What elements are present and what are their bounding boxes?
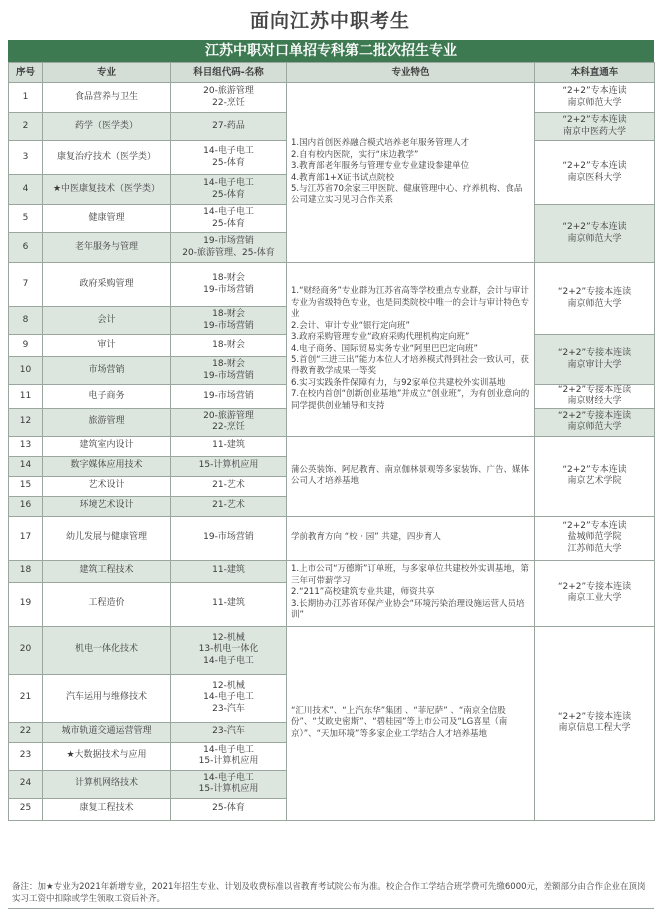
seq-cell: 22 [9, 722, 43, 742]
subject-cell: 21-艺术 [171, 496, 287, 516]
table-banner: 江苏中职对口单招专科第二批次招生专业 [8, 40, 654, 62]
subject-cell: 18-财会 [171, 335, 287, 357]
subject-cell: 19-市场营销 [171, 385, 287, 409]
major-cell: 电子商务 [43, 385, 171, 409]
major-cell: 环境艺术设计 [43, 496, 171, 516]
table-row [9, 626, 655, 674]
subject-cell: 25-体育 [171, 798, 287, 820]
major-cell: 工程造价 [43, 582, 171, 626]
major-cell: 政府采购管理 [43, 263, 171, 307]
subject-cell: 20-旅游管理 22-烹饪 [171, 408, 287, 436]
major-cell: 药学（医学类） [43, 113, 171, 141]
feature-cell: 蒲公英装饰、阿尼教育、南京伽林景观等多家装饰、广告、媒体公司人才培养基地 [287, 436, 535, 516]
feature-cell: 1.上市公司“万德斯”订单班，与多家单位共建校外实训基地，第三年可带薪学习 2.“211”高校建筑专业共建，师资共享 3.长期协办江苏省环保产业协会“环境污染治理设施运营人员培训” [287, 560, 535, 626]
seq-cell: 13 [9, 436, 43, 456]
subject-cell: 11-建筑 [171, 582, 287, 626]
subject-cell: 21-艺术 [171, 476, 287, 496]
seq-cell: 15 [9, 476, 43, 496]
major-cell: 审计 [43, 335, 171, 357]
direct-cell: “2+2”专本连读 南京医科大学 [535, 141, 655, 205]
header-feature: 专业特色 [287, 63, 535, 83]
direct-cell: “2+2”专本连读 南京艺术学院 [535, 436, 655, 516]
seq-cell: 17 [9, 516, 43, 560]
seq-cell: 23 [9, 742, 43, 770]
seq-cell: 11 [9, 385, 43, 409]
direct-cell: “2+2”专接本连读 南京工业大学 [535, 560, 655, 626]
major-cell: 计算机网络技术 [43, 770, 171, 798]
header-direct: 本科直通车 [535, 63, 655, 83]
major-cell: ★中医康复技术（医学类） [43, 175, 171, 205]
subject-cell: 14-电子电工 25-体育 [171, 141, 287, 175]
direct-cell: “2+2”专本连读 南京师范大学 [535, 83, 655, 113]
seq-cell: 3 [9, 141, 43, 175]
seq-cell: 1 [9, 83, 43, 113]
direct-cell: “2+2”专本连读 南京中医药大学 [535, 113, 655, 141]
direct-cell: “2+2”专接本连读 南京信息工程大学 [535, 626, 655, 820]
subject-cell: 11-建筑 [171, 560, 287, 582]
feature-cell: 1.国内首创医养融合模式培养老年服务管理人才 2.自有校内医院，实行“床边教学” 3.教育部老年服务与管理专业专业建设参建单位 4.教育部1+X证书试点院校 5.与江苏省70余家三甲医院、健康管理中心、疗养机构、食品公司建立实习见习合作关系 [287, 83, 535, 263]
major-cell: 旅游管理 [43, 408, 171, 436]
seq-cell: 25 [9, 798, 43, 820]
table-row [9, 436, 655, 456]
direct-cell: “2+2”专接本连读 南京师范大学 [535, 263, 655, 335]
feature-cell: “汇川技术”、“上汽东华”集团 、“菲尼萨” 、“南京全信股份”、“艾欧史密斯”、“碧桂园”等上市公司及“LG喜星（南京）”、“天加环境”等多家企业工学结合人才培养基地 [287, 626, 535, 820]
seq-cell: 7 [9, 263, 43, 307]
seq-cell: 8 [9, 307, 43, 335]
direct-cell: “2+2”专接本连读 南京师范大学 [535, 408, 655, 436]
seq-cell: 10 [9, 357, 43, 385]
major-cell: 康复工程技术 [43, 798, 171, 820]
major-cell: 老年服务与管理 [43, 233, 171, 263]
subject-cell: 11-建筑 [171, 436, 287, 456]
subject-cell: 20-旅游管理 22-烹饪 [171, 83, 287, 113]
feature-cell: 学前教育方向 “校 · 园” 共建，四步育人 [287, 516, 535, 560]
major-cell: 艺术设计 [43, 476, 171, 496]
major-cell: 城市轨道交通运营管理 [43, 722, 171, 742]
direct-cell: “2+2”专接本连读 南京审计大学 [535, 335, 655, 385]
seq-cell: 21 [9, 674, 43, 722]
subject-cell: 18-财会 19-市场营销 [171, 307, 287, 335]
seq-cell: 14 [9, 456, 43, 476]
table-row [9, 560, 655, 582]
subject-cell: 12-机械 14-电子电工 23-汽车 [171, 674, 287, 722]
major-cell: 幼儿发展与健康管理 [43, 516, 171, 560]
page-title: 面向江苏中职考生 [249, 10, 410, 32]
major-cell: 食品营养与卫生 [43, 83, 171, 113]
seq-cell: 16 [9, 496, 43, 516]
subject-cell: 15-计算机应用 [171, 456, 287, 476]
seq-cell: 12 [9, 408, 43, 436]
major-cell: 健康管理 [43, 205, 171, 233]
seq-cell: 18 [9, 560, 43, 582]
major-cell: 市场营销 [43, 357, 171, 385]
seq-cell: 20 [9, 626, 43, 674]
enrollment-table [8, 62, 655, 821]
seq-cell: 6 [9, 233, 43, 263]
subject-cell: 18-财会 19-市场营销 [171, 263, 287, 307]
header-major: 专业 [43, 63, 171, 83]
seq-cell: 9 [9, 335, 43, 357]
major-cell: 机电一体化技术 [43, 626, 171, 674]
seq-cell: 2 [9, 113, 43, 141]
subject-cell: 12-机械 13-机电一体化 14-电子电工 [171, 626, 287, 674]
footnote: 备注：加★专业为2021年新增专业，2021年招生专业、计划及收费标准以省教育考试院公布为准。校企合作工学结合班学费可先缴6000元，差额部分由合作企业在顶岗实习工资中扣除或学生领取工资后补齐。 [8, 880, 654, 909]
table-row [9, 516, 655, 560]
header-subject: 科目组代码-名称 [171, 63, 287, 83]
seq-cell: 4 [9, 175, 43, 205]
feature-cell: 1.“财经商务”专业群为江苏省高等学校重点专业群，会计与审计专业为省级特色专业，也是同类院校中唯一的会计与审计特色专业 2.会计、审计专业“银行定向班” 3.政府采购管理专业“政府采购代理机构定向班” 4.电子商务、国际贸易实务专业“阿里巴巴定向班” 5.首创“三进三出”能力本位人才培养模式得到社会一致认可，获得教育教学成果一等奖 6.实习实践条件保障有力，与92家单位共建校外实训基地 7.在校内首创“创新创业基地”并成立“创业班”，为有创业意向的同学提供创业辅导和支持 [287, 263, 535, 437]
header-row [9, 63, 655, 83]
subject-cell: 14-电子电工 15-计算机应用 [171, 770, 287, 798]
subject-cell: 23-汽车 [171, 722, 287, 742]
subject-cell: 19-市场营销 [171, 516, 287, 560]
subject-cell: 18-财会 19-市场营销 [171, 357, 287, 385]
table-row [9, 263, 655, 307]
seq-cell: 24 [9, 770, 43, 798]
subject-cell: 19-市场营销 20-旅游管理、25-体育 [171, 233, 287, 263]
major-cell: 数字媒体应用技术 [43, 456, 171, 476]
major-cell: 建筑室内设计 [43, 436, 171, 456]
direct-cell: “2+2”专本连读 盐城师范学院 江苏师范大学 [535, 516, 655, 560]
seq-cell: 5 [9, 205, 43, 233]
direct-cell: “2+2”专本连读 南京师范大学 [535, 205, 655, 263]
subject-cell: 27-药品 [171, 113, 287, 141]
header-seq: 序号 [9, 63, 43, 83]
subject-cell: 14-电子电工 25-体育 [171, 175, 287, 205]
major-cell: ★大数据技术与应用 [43, 742, 171, 770]
direct-cell: “2+2”专接本连读 南京财经大学 [535, 385, 655, 409]
major-cell: 汽车运用与维修技术 [43, 674, 171, 722]
subject-cell: 14-电子电工 25-体育 [171, 205, 287, 233]
seq-cell: 19 [9, 582, 43, 626]
major-cell: 会计 [43, 307, 171, 335]
major-cell: 建筑工程技术 [43, 560, 171, 582]
major-cell: 康复治疗技术（医学类） [43, 141, 171, 175]
table-row [9, 83, 655, 113]
subject-cell: 14-电子电工 15-计算机应用 [171, 742, 287, 770]
